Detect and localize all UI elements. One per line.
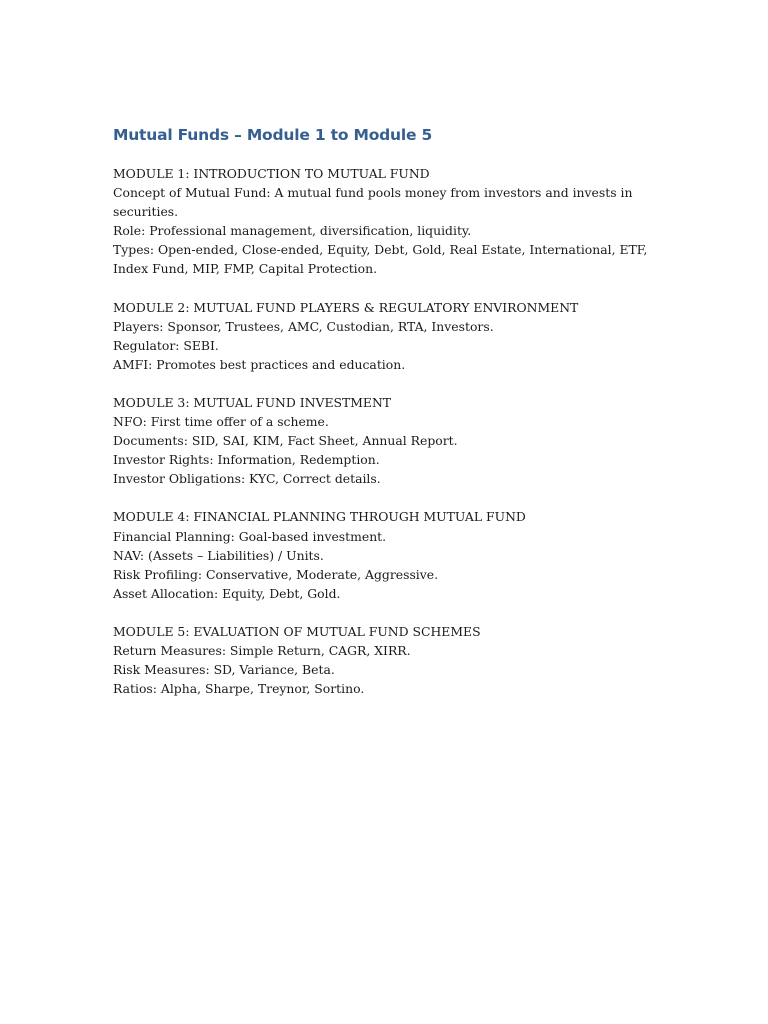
module-line: Investor Obligations: KYC, Correct details. (113, 471, 381, 487)
module-heading: MODULE 2: MUTUAL FUND PLAYERS & REGULATORY ENVIRONMENT (113, 299, 579, 315)
module-line: Financial Planning: Goal-based investment. (113, 528, 387, 544)
module-line: Risk Profiling: Conservative, Moderate, Aggressive. (113, 566, 439, 582)
module-line: Risk Measures: SD, Variance, Beta. (113, 662, 335, 678)
module-heading: MODULE 1: INTRODUCTION TO MUTUAL FUND (113, 166, 430, 181)
module-5-section (113, 622, 658, 698)
module-3-section (113, 393, 658, 488)
module-line: Return Measures: Simple Return, CAGR, XIRR. (113, 642, 411, 658)
module-line: NFO: First time offer of a scheme. (113, 414, 329, 430)
module-line: Players: Sponsor, Trustees, AMC, Custodian, RTA, Investors. (113, 318, 494, 334)
module-heading: MODULE 3: MUTUAL FUND INVESTMENT (113, 394, 392, 410)
module-4-section (113, 507, 658, 602)
module-line: Documents: SID, SAI, KIM, Fact Sheet, Annual Report. (113, 433, 458, 449)
module-2-section (113, 298, 658, 374)
module-1-section (113, 164, 658, 279)
module-line: Types: Open-ended, Close-ended, Equity, Debt, Gold, Real Estate, International, ETF, Index Fund, MIP, FMP, Capital Protection. (113, 242, 648, 277)
module-line: Concept of Mutual Fund: A mutual fund pools money from investors and invests in securities. (113, 185, 633, 220)
module-line: Investor Rights: Information, Redemption. (113, 452, 380, 468)
module-heading: MODULE 4: FINANCIAL PLANNING THROUGH MUTUAL FUND (113, 509, 526, 525)
module-line: AMFI: Promotes best practices and education. (113, 356, 406, 372)
document-title: Mutual Funds – Module 1 to Module 5 (113, 126, 433, 144)
module-line: NAV: (Assets – Liabilities) / Units. (113, 547, 324, 563)
document-body (113, 124, 658, 717)
module-line: Asset Allocation: Equity, Debt, Gold. (113, 585, 341, 601)
module-line: Role: Professional management, diversification, liquidity. (113, 223, 472, 239)
module-heading: MODULE 5: EVALUATION OF MUTUAL FUND SCHEMES (113, 623, 481, 639)
module-line: Regulator: SEBI. (113, 337, 219, 353)
module-line: Ratios: Alpha, Sharpe, Treynor, Sortino. (113, 681, 365, 697)
